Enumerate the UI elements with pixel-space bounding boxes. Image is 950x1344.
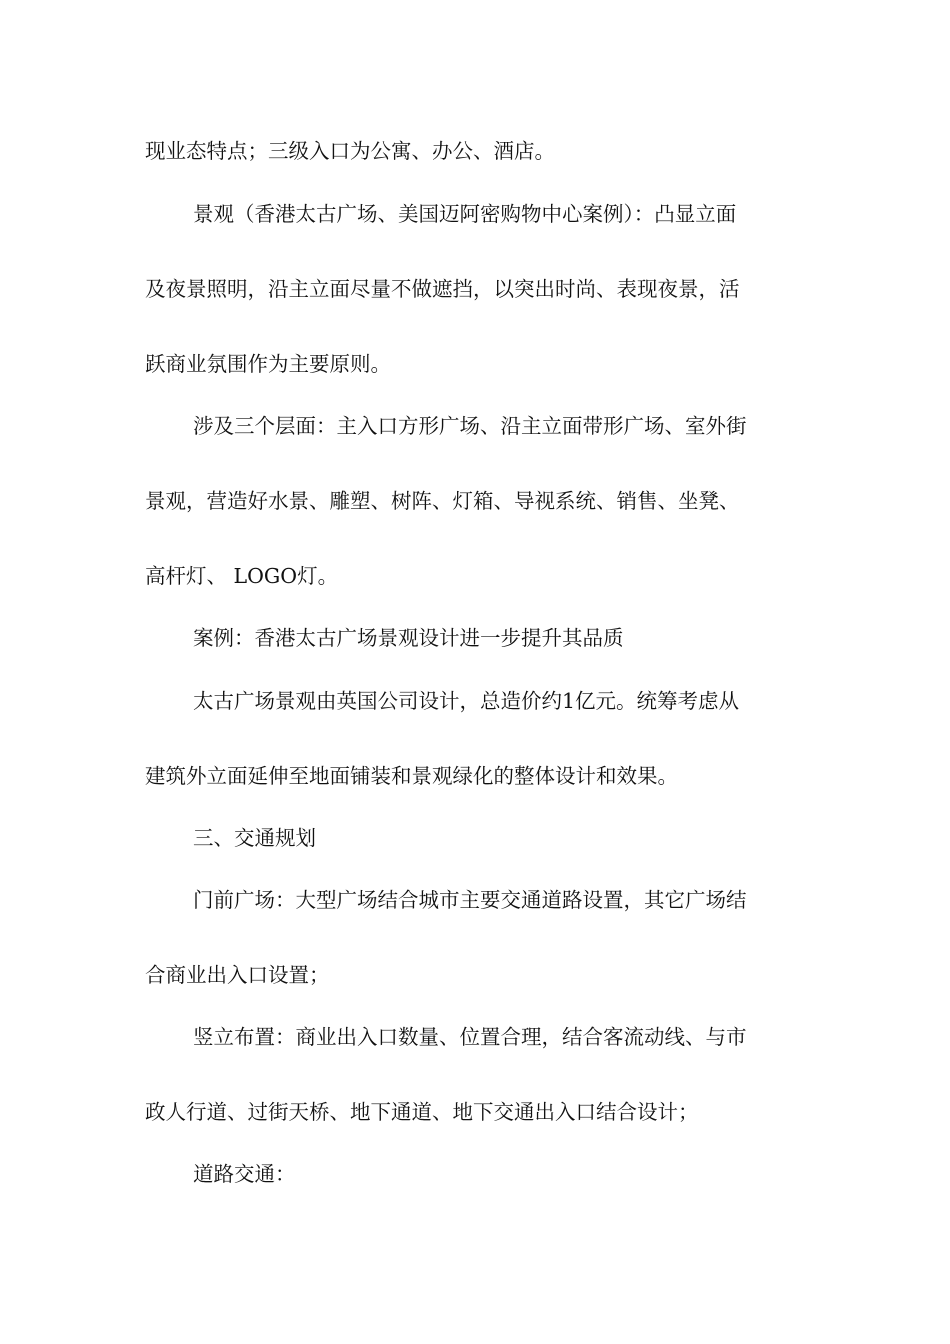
text-line: 景观，营造好水景、雕塑、树阵、灯箱、导视系统、销售、坐凳、 [145, 489, 740, 513]
text-line: 太古广场景观由英国公司设计，总造价约1亿元。统筹考虑从 [193, 689, 740, 713]
text-line: 道路交通： [193, 1162, 296, 1186]
text-line: 建筑外立面延伸至地面铺装和景观绿化的整体设计和效果。 [145, 764, 678, 788]
text-line: 跃商业氛围作为主要原则。 [145, 352, 391, 376]
text-line: 现业态特点；三级入口为公寓、办公、酒店。 [145, 139, 555, 163]
text-line: 景观（香港太古广场、美国迈阿密购物中心案例）：凸显立面 [193, 202, 737, 226]
text-line: 竖立布置：商业出入口数量、位置合理，结合客流动线、与市 [193, 1025, 747, 1049]
section-heading: 三、交通规划 [193, 826, 316, 850]
text-line: 高杆灯、 LOGO灯。 [145, 564, 339, 588]
text-line: 门前广场：大型广场结合城市主要交通道路设置，其它广场结 [193, 888, 747, 912]
text-line: 涉及三个层面：主入口方形广场、沿主立面带形广场、室外街 [193, 414, 747, 438]
text-line: 政人行道、过街天桥、地下通道、地下交通出入口结合设计； [145, 1100, 699, 1124]
text-line: 案例：香港太古广场景观设计进一步提升其品质 [193, 626, 624, 650]
text-line: 及夜景照明，沿主立面尽量不做遮挡，以突出时尚、表现夜景，活 [145, 277, 740, 301]
text-line: 合商业出入口设置； [145, 963, 330, 987]
